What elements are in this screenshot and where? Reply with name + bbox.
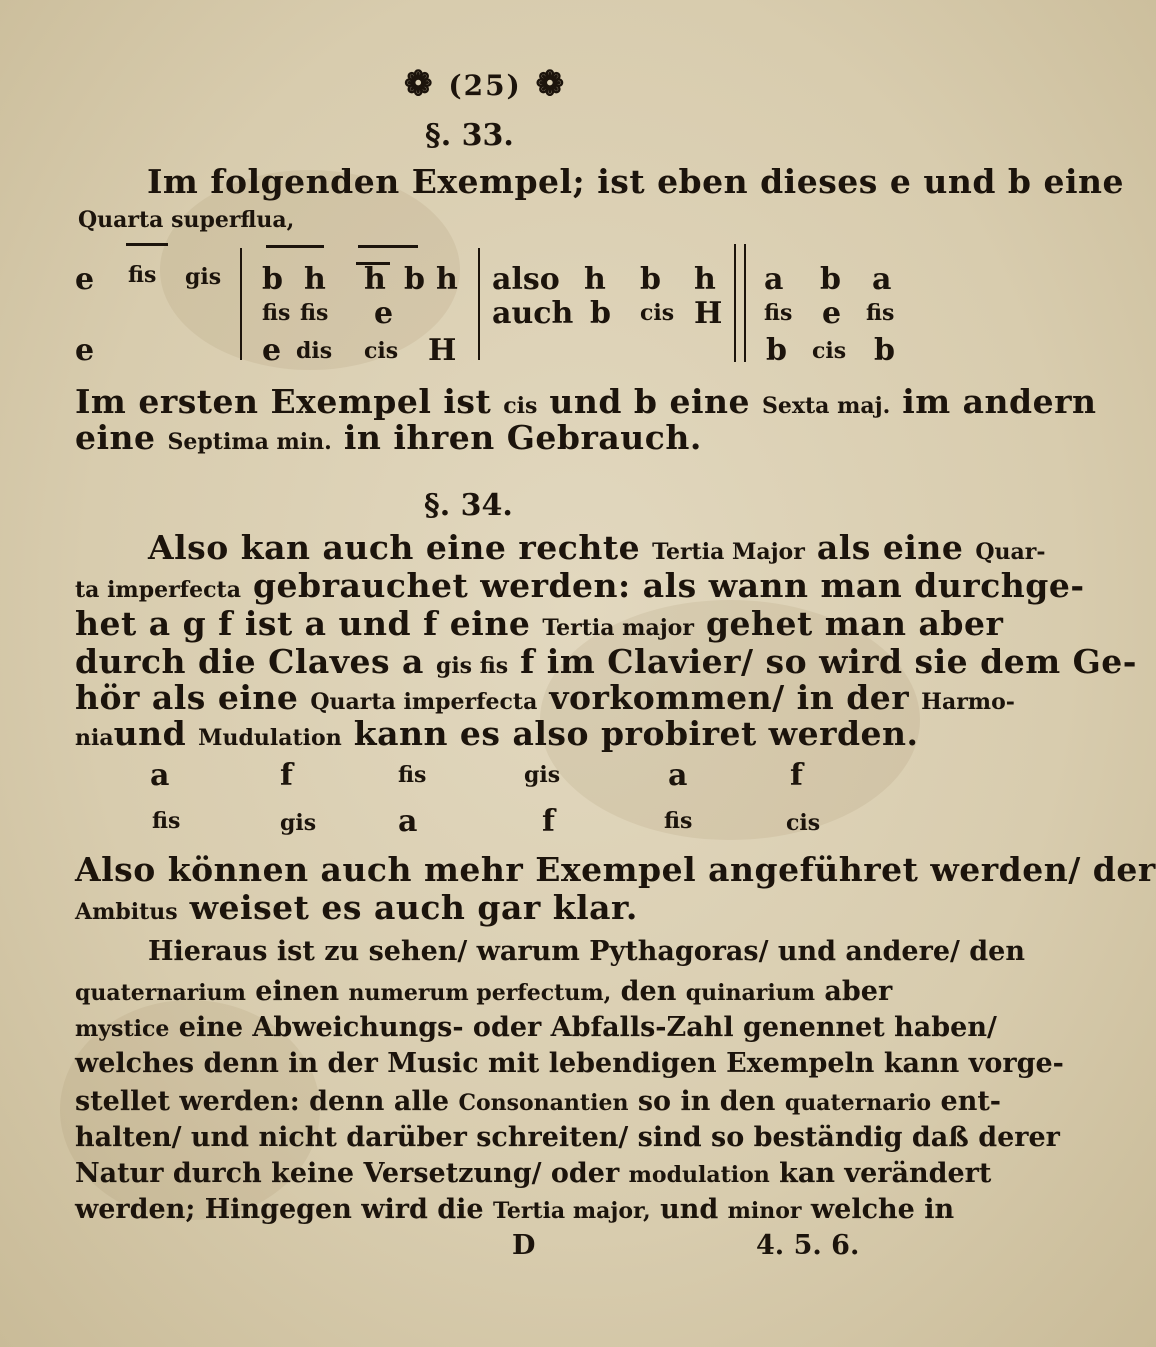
note-word: also <box>492 262 560 297</box>
note: fis <box>398 762 427 788</box>
note: cis <box>364 338 399 364</box>
note: fis <box>152 808 181 834</box>
note: b <box>874 333 895 368</box>
note: f <box>542 804 555 839</box>
note: cis <box>812 338 847 364</box>
paragraph-line: ta imperfecta gebrauchet werden: als wann man durchge- <box>75 566 1085 605</box>
overline <box>358 245 418 248</box>
paragraph-line: stellet werden: denn alle Consonantien so in den quaternario ent- <box>75 1086 1002 1117</box>
note: h <box>304 262 326 297</box>
bar-line <box>734 244 736 362</box>
overline <box>266 245 324 248</box>
note: e <box>75 262 95 297</box>
note: cis <box>640 300 675 326</box>
note: a <box>398 804 418 839</box>
note: b <box>590 296 611 331</box>
note: a <box>764 262 784 297</box>
note: H <box>428 333 457 368</box>
note: b <box>766 333 787 368</box>
paragraph-line: werden; Hingegen wird die Tertia major, und minor welche in <box>75 1194 955 1225</box>
note: fis <box>866 300 895 326</box>
paragraph-line: Also können auch mehr Exempel angeführet werden/ der <box>75 850 1156 889</box>
note: h <box>364 262 386 297</box>
paragraph-line: eine Septima min. in ihren Gebrauch. <box>75 418 702 457</box>
note: e <box>374 296 394 331</box>
note: e <box>822 296 842 331</box>
note-word: auch <box>492 296 574 331</box>
note: h <box>436 262 458 297</box>
note: b <box>404 262 425 297</box>
note: e <box>75 333 95 368</box>
note: cis <box>786 810 821 836</box>
note: f <box>790 758 803 793</box>
ornament-left-icon: ❁ <box>404 64 435 104</box>
bar-line <box>478 248 480 360</box>
paragraph-line: mystice eine Abweichungs- oder Abfalls-Zahl genennet haben/ <box>75 1012 997 1043</box>
paragraph-line: Hieraus ist zu sehen/ warum Pythagoras/ und andere/ den <box>148 936 1025 967</box>
overline <box>126 243 168 246</box>
paragraph-line: Natur durch keine Versetzung/ oder modulation kan verändert <box>75 1158 992 1189</box>
note: h <box>584 262 606 297</box>
running-header <box>404 64 566 104</box>
paragraph-line: niaund Mudulation kann es also probiret werden. <box>75 714 919 753</box>
page-number: (25) <box>448 69 522 102</box>
note: b <box>640 262 661 297</box>
paragraph-line: hör als eine Quarta imperfecta vorkommen/ in der Harmo- <box>75 678 1015 717</box>
paragraph-line: Im ersten Exempel ist cis und b eine Sexta maj. im andern <box>75 382 1097 421</box>
latin-term: Quarta superflua, <box>78 207 295 233</box>
paragraph-line: quaternarium einen numerum perfectum, den quinarium aber <box>75 976 893 1007</box>
paragraph-line: halten/ und nicht darüber schreiten/ sind so beständig daß derer <box>75 1122 1060 1153</box>
note: gis <box>185 264 222 290</box>
note: fis <box>664 808 693 834</box>
section-heading-34: §. 34. <box>424 488 513 523</box>
paragraph-line: Im folgenden Exempel; ist eben dieses e und b eine <box>147 162 1124 201</box>
note: h <box>694 262 716 297</box>
note: gis <box>280 810 317 836</box>
ornament-right-icon: ❁ <box>535 64 567 104</box>
note: b <box>262 262 283 297</box>
note: a <box>150 758 170 793</box>
bar-line <box>240 248 242 360</box>
note: fis <box>764 300 793 326</box>
section-heading-33: §. 33. <box>425 118 514 153</box>
note: fis <box>300 300 329 326</box>
note: a <box>872 262 892 297</box>
note: f <box>280 758 293 793</box>
paragraph-line: Also kan auch eine rechte Tertia Major als eine Quar- <box>148 528 1046 567</box>
note: e <box>262 333 282 368</box>
note: H <box>694 296 723 331</box>
paragraph-line: Ambitus weiset es auch gar klar. <box>75 888 638 927</box>
note: gis <box>524 762 561 788</box>
bar-line <box>744 244 746 362</box>
note: fis <box>128 262 157 288</box>
note: b <box>820 262 841 297</box>
paragraph-line: het a g f ist a und f eine Tertia major gehet man aber <box>75 604 1004 643</box>
paragraph-line: welches denn in der Music mit lebendigen Exempeln kann vorge- <box>75 1048 1064 1079</box>
catchword: 4. 5. 6. <box>756 1230 860 1261</box>
note: a <box>668 758 688 793</box>
paragraph-line: durch die Claves a gis fis f im Clavier/ so wird sie dem Ge- <box>75 642 1137 681</box>
note: fis <box>262 300 291 326</box>
note: dis <box>296 338 333 364</box>
signature-mark: D <box>512 1230 536 1261</box>
